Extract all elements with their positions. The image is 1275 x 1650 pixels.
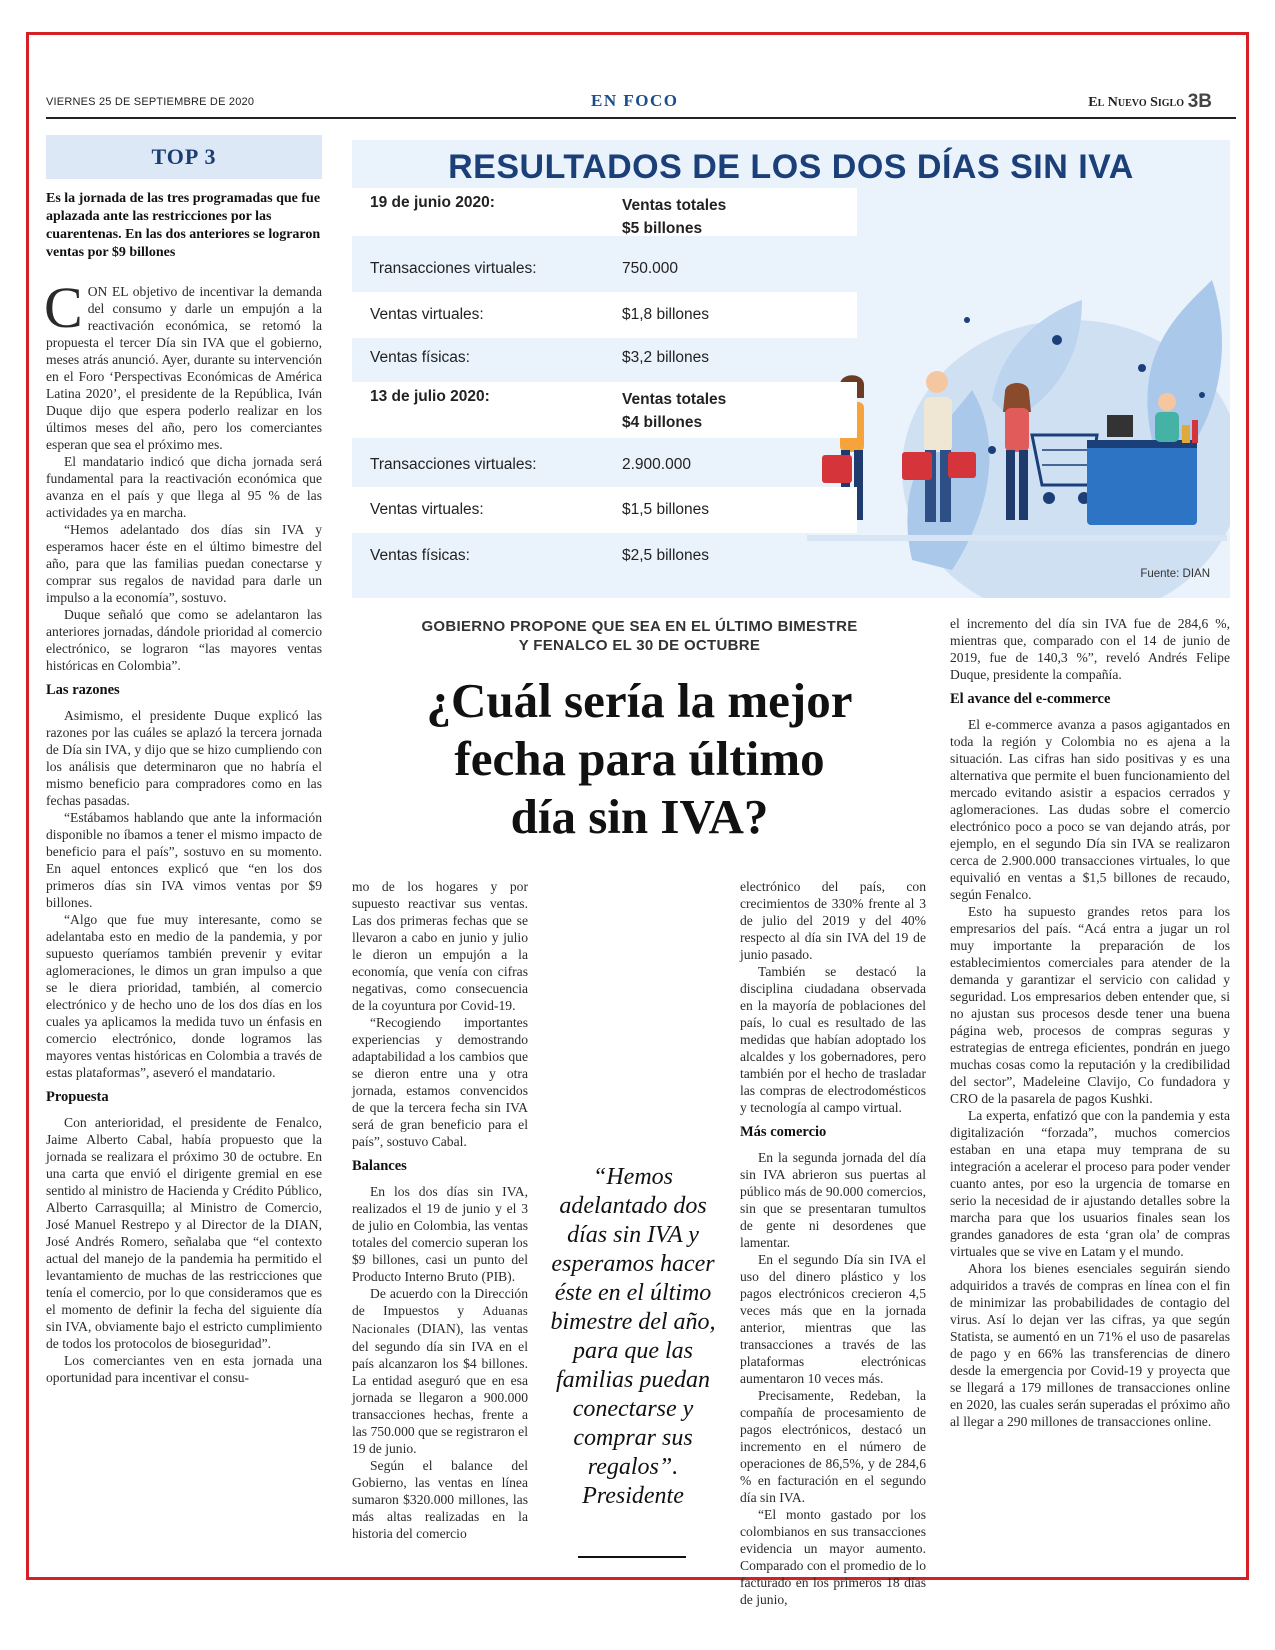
infographic-source: Fuente: DIAN xyxy=(1140,568,1210,580)
article-paragraph: En el segundo Día sin IVA el uso del dinero plástico y los pagos electrónicos crecieron 4,5 veces más que en la jornada anterior, mientras que las transacciones a través de las plataformas electrónicas aumentaron 10 veces más. xyxy=(740,1252,926,1386)
row-value: $1,8 billones xyxy=(622,306,710,323)
row-value: Ventas totales $5 billones xyxy=(622,197,727,237)
article-paragraph: En los dos días sin IVA, realizados el 19 de junio y el 3 de julio en Colombia, las ventas totales del comercio superan los $9 billones, casi un punto del Producto Interno Bruto (PIB). xyxy=(352,1184,528,1284)
subheading: Balances xyxy=(352,1158,407,1174)
row-label: Ventas virtuales: xyxy=(370,501,484,518)
pull-quote-rule xyxy=(578,1556,686,1558)
row-label: Ventas físicas: xyxy=(370,547,470,564)
row-label: Transacciones virtuales: xyxy=(370,260,537,277)
article-column-2 xyxy=(352,878,528,1542)
article-paragraph: Según el balance del Gobierno, las ventas en línea sumaron $320.000 millones, las más altas realizadas en la historia del comercio xyxy=(352,1458,528,1541)
article-paragraph: Esto ha supuesto grandes retos para los empresarios del país. “Acá entra a jugar un rol muy importante la preparación de los establecimientos comerciales para atender de la demanda y garantizar el servicio con calidad y seguridad. Los empresarios deben entender que, si no ajustan sus procesos desde tener una buena página web, procesos de compras seguras y estrategias de entrega eficientes, pondrán en juego muchas cosas como la reputación y la credibilidad del sector”, Madeleine Clavijo, Co fundadora y CRO de la pasarela de pagos Kushki. xyxy=(950,904,1230,1106)
article-paragraph: El mandatario indicó que dicha jornada será fundamental para la reactivación económica que avanza en el país y que llega al 95 % de las actividades ya en marcha. xyxy=(46,454,322,520)
row-value: 750.000 xyxy=(622,260,679,277)
table-row xyxy=(352,188,857,236)
row-value: 2.900.000 xyxy=(622,456,691,473)
virus-icon xyxy=(1052,335,1062,345)
header-rule xyxy=(46,117,1236,119)
article-paragraph: electrónico del país, con crecimientos de 330% frente al 3 de julio del 2019 y del 40% respecto al día sin IVA del 19 de junio pasado. xyxy=(740,879,926,962)
virus-icon xyxy=(1199,392,1205,398)
table-row xyxy=(352,292,857,338)
table-row xyxy=(352,533,857,579)
article-paragraph: el incremento del día sin IVA fue de 284,6 %, mientras que, comparado con el 14 de junio de 2019, fue de 140,3 %”, reveló Andrés Felipe Duque, presidente la compañía. xyxy=(950,616,1230,682)
row-label: Ventas físicas: xyxy=(370,349,470,366)
row-label: Transacciones virtuales: xyxy=(370,456,537,473)
page-number: 3B xyxy=(1187,91,1212,112)
subheading: El avance del e-commerce xyxy=(950,691,1111,707)
table-row xyxy=(352,487,857,533)
article-paragraph: El e-commerce avanza a pasos agigantados en toda la región y Colombia no es ajena a la situación. Las cifras han sido positivas y es una alternativa que permite el buen funcionamiento del mercado evitando asistir a espacios cerrados y aglomeraciones. Las dudas sobre el comercio electrónico poco a poco se van dejando atrás, por ejemplo, en el segundo Día sin IVA se realizaron cerca de 2.900.000 transacciones virtuales, lo que equivalió en ventas a $1,5 billones de recaudo, según Fenalco. xyxy=(950,717,1230,902)
table-row xyxy=(352,335,857,381)
article-paragraph: Con anterioridad, el presidente de Fenalco, Jaime Alberto Cabal, había propuesto que la jornada se realizara el próximo 30 de octubre. En una carta que envió el dirigente gremial en ese sentido al ministro de Hacienda y Crédito Público, Alberto Carrasquilla; al Ministro de Comercio, José Manuel Restrepo y al Director de la DIAN, José Andrés Romero, señalaba que “el contexto actual del manejo de la pandemia ha permitido el levantamiento de muchas de las restricciones que tenía el comercio, por lo que consideramos que es el momento de definir la fecha del siguiente día sin IVA, obviamente bajo el estricto cumplimiento de todos los protocolos de bioseguridad”. xyxy=(46,1115,322,1351)
article-paragraph: CON EL objetivo de incentivar la demanda del consumo y darle un empujón a la reactivación económica, se retomó la propuesta el tercer Día sin IVA que el gobierno, meses atrás anunció. Ayer, durante su intervención en el Foro ‘Perspectivas Económicas de América Latina 2020’, el presidente de la República, Iván Duque dijo que espera poderlo realizar en los últimos meses del año, pero los comerciantes esperan que sea el próximo mes. xyxy=(44,275,322,452)
article-paragraph: “Algo que fue muy interesante, como se adelantaba esto en medio de la pandemia, y por supuesto queríamos también prevenir y evitar aglomeraciones, le dimos un gran impulso a que se le diera prioridad, también, al comercio electrónico y de hecho uno de los dos días en los cuales ya aplicamos la medida tuvo un énfasis en comercio electrónico, donde logramos las mayores ventas históricas en Colombia a través de estas plataformas”, aseveró el mandatario. xyxy=(46,912,322,1080)
virus-icon xyxy=(1138,364,1146,372)
article-kicker: GOBIERNO PROPONE QUE SEA EN EL ÚLTIMO BIMESTRE Y FENALCO EL 30 DE OCTUBRE xyxy=(421,618,858,654)
article-paragraph: La experta, enfatizó que con la pandemia y esta digitalización “forzada”, muchos comercios estaban en una etapa muy temprana de su integración a acelerar el proceso para poder vender cuanto antes, por eso la urgencia de tomarse en serio la necesidad de ir ajustando detalles sobre la marcha para que los usuarios finales sean los grandes ganadores de esta ‘gran ola’ de compras virtuales que se vive en Latam y el mundo. xyxy=(950,1108,1230,1259)
floor xyxy=(807,535,1227,541)
pull-quote: “Hemos adelantado dos días sin IVA y esperamos hacer éste en el último bimestre del año, para que las familias puedan conectarse y comprar sus regalos”. Presidente xyxy=(550,1164,716,1509)
issue-date: VIERNES 25 DE SEPTIEMBRE DE 2020 xyxy=(46,96,255,108)
article-paragraph: Precisamente, Redeban, la compañía de procesamiento de pagos electrónicos, destacó un incremento en el número de operaciones de 86,5%, y de 284,6 % en facturación en el segundo día sin IVA. xyxy=(740,1388,926,1505)
virus-icon xyxy=(988,446,996,454)
row-label: 13 de julio 2020: xyxy=(370,388,490,405)
infographic-title: RESULTADOS DE LOS DOS DÍAS SIN IVA xyxy=(448,148,1134,186)
section-name: EN FOCO xyxy=(591,91,679,110)
row-label: Ventas virtuales: xyxy=(370,306,484,323)
row-value: $1,5 billones xyxy=(622,501,710,518)
article-paragraph: De acuerdo con la Dirección de Impuestos y Aduanas Nacionales (DIAN), las ventas del segundo día sin IVA en el país alcanzaron los $4 billones. La entidad aseguró que en esa jornada se llegaron a 900.000 transacciones hechas, frente a las 750.000 que se registraron el 19 de junio. xyxy=(352,1286,528,1456)
article-column-4 xyxy=(950,615,1230,1430)
article-paragraph: “Hemos adelantado dos días sin IVA y esperamos hacer éste en el último bimestre del año, para que las familias puedan conectarse y comprar sus regalos de navidad para darle un impulso a la economía”, sostuvo. xyxy=(46,522,322,605)
table-row xyxy=(352,246,857,292)
article-paragraph: “Estábamos hablando que ante la información disponible no íbamos a tener el mismo impacto de beneficio para el país”, sostuvo en su momento. En aquel entonces explicó que “en los dos primeros días sin IVA vimos ventas por $9 billones. xyxy=(46,810,322,910)
article-paragraph: En la segunda jornada del día sin IVA abrieron sus puertas al público más de 90.000 comercios, sin que se presentaran tumultos de gente ni desordenes que lamentar. xyxy=(740,1150,926,1250)
row-value: $2,5 billones xyxy=(622,547,710,564)
table-row xyxy=(352,382,857,438)
subheading: Propuesta xyxy=(46,1089,109,1105)
subheading: Más comercio xyxy=(740,1124,827,1140)
article-paragraph: Asimismo, el presidente Duque explicó las razones por las cuáles se aplazó la tercera jornada de Día sin IVA, y dijo que se hizo cumpliendo con los análisis que determinaron que no habría el mismo beneficio para compradores como en las fechas pasadas. xyxy=(46,708,322,808)
article-column-1 xyxy=(44,275,322,1386)
article-headline: ¿Cuál sería la mejor fecha para último día sin IVA? xyxy=(426,673,853,844)
article-paragraph: Duque señaló que como se adelantaron las anteriores jornadas, dándole prioridad al comercio electrónico, se lograron “las mayores ventas históricas en Colombia”. xyxy=(46,607,322,673)
article-paragraph: “El monto gastado por los colombianos en sus transacciones evidencia un mayor aumento. Comparado con el promedio de lo facturado en los primeros 18 días de junio, xyxy=(740,1507,926,1607)
row-label: 19 de junio 2020: xyxy=(370,194,495,211)
newspaper-name: El Nuevo Siglo xyxy=(1088,95,1184,110)
subheading: Las razones xyxy=(46,682,120,698)
top3-lead: Es la jornada de las tres programadas que fue aplazada ante las restricciones por las cuarentenas. En las dos anteriores se lograron ventas por $9 billones xyxy=(46,191,321,260)
article-paragraph: mo de los hogares y por supuesto reactivar sus ventas. Las dos primeras fechas que se llevaron a cabo en junio y julio le dieron un empujón a la economía, que venía con cifras negativas, como consecuencia de la coyuntura por Covid-19. xyxy=(352,879,528,1013)
top3-box: TOP 3 xyxy=(46,135,322,179)
article-paragraph: Ahora los bienes esenciales seguirán siendo adquiridos a través de compras en línea con el fin de minimizar las probabilidades de contagio del virus. Así lo dejan ver las cifras, ya que según Statista, se aumentó en un 71% el uso de pasarelas de pago y en 66% las transferencias de dinero desde la emergencia por Covid-19 y proyecta que se llegará a 179 millones de transacciones online en 2020, las cuales serán superadas el próximo año al llegar a 290 millones de transacciones online. xyxy=(950,1261,1230,1429)
virus-icon xyxy=(964,317,970,323)
infographic xyxy=(352,140,1230,598)
article-column-3 xyxy=(740,878,926,1608)
row-value: $3,2 billones xyxy=(622,349,710,366)
dropcap: C xyxy=(44,275,83,340)
article-paragraph: También se destacó la disciplina ciudadana observada en la mayoría de poblaciones del país, lo cual es resultado de las medidas que habían adoptado los alcaldes y los gobernadores, pero también por el hecho de trasladar las compras de electrodomésticos y tecnología al campo virtual. xyxy=(740,964,926,1115)
row-value: Ventas totales $4 billones xyxy=(622,391,727,431)
table-row xyxy=(352,442,857,488)
article-paragraph: Los comerciantes ven en esta jornada una oportunidad para incentivar el consu- xyxy=(46,1353,322,1385)
page-header xyxy=(46,91,1236,113)
article-paragraph: “Recogiendo importantes experiencias y demostrando adaptabilidad a los cambios que se dieron entre una y otra jornada, estamos convencidos de que la tercera fecha sin IVA será de gran beneficio para el país”, sostuvo Cabal. xyxy=(352,1015,528,1149)
